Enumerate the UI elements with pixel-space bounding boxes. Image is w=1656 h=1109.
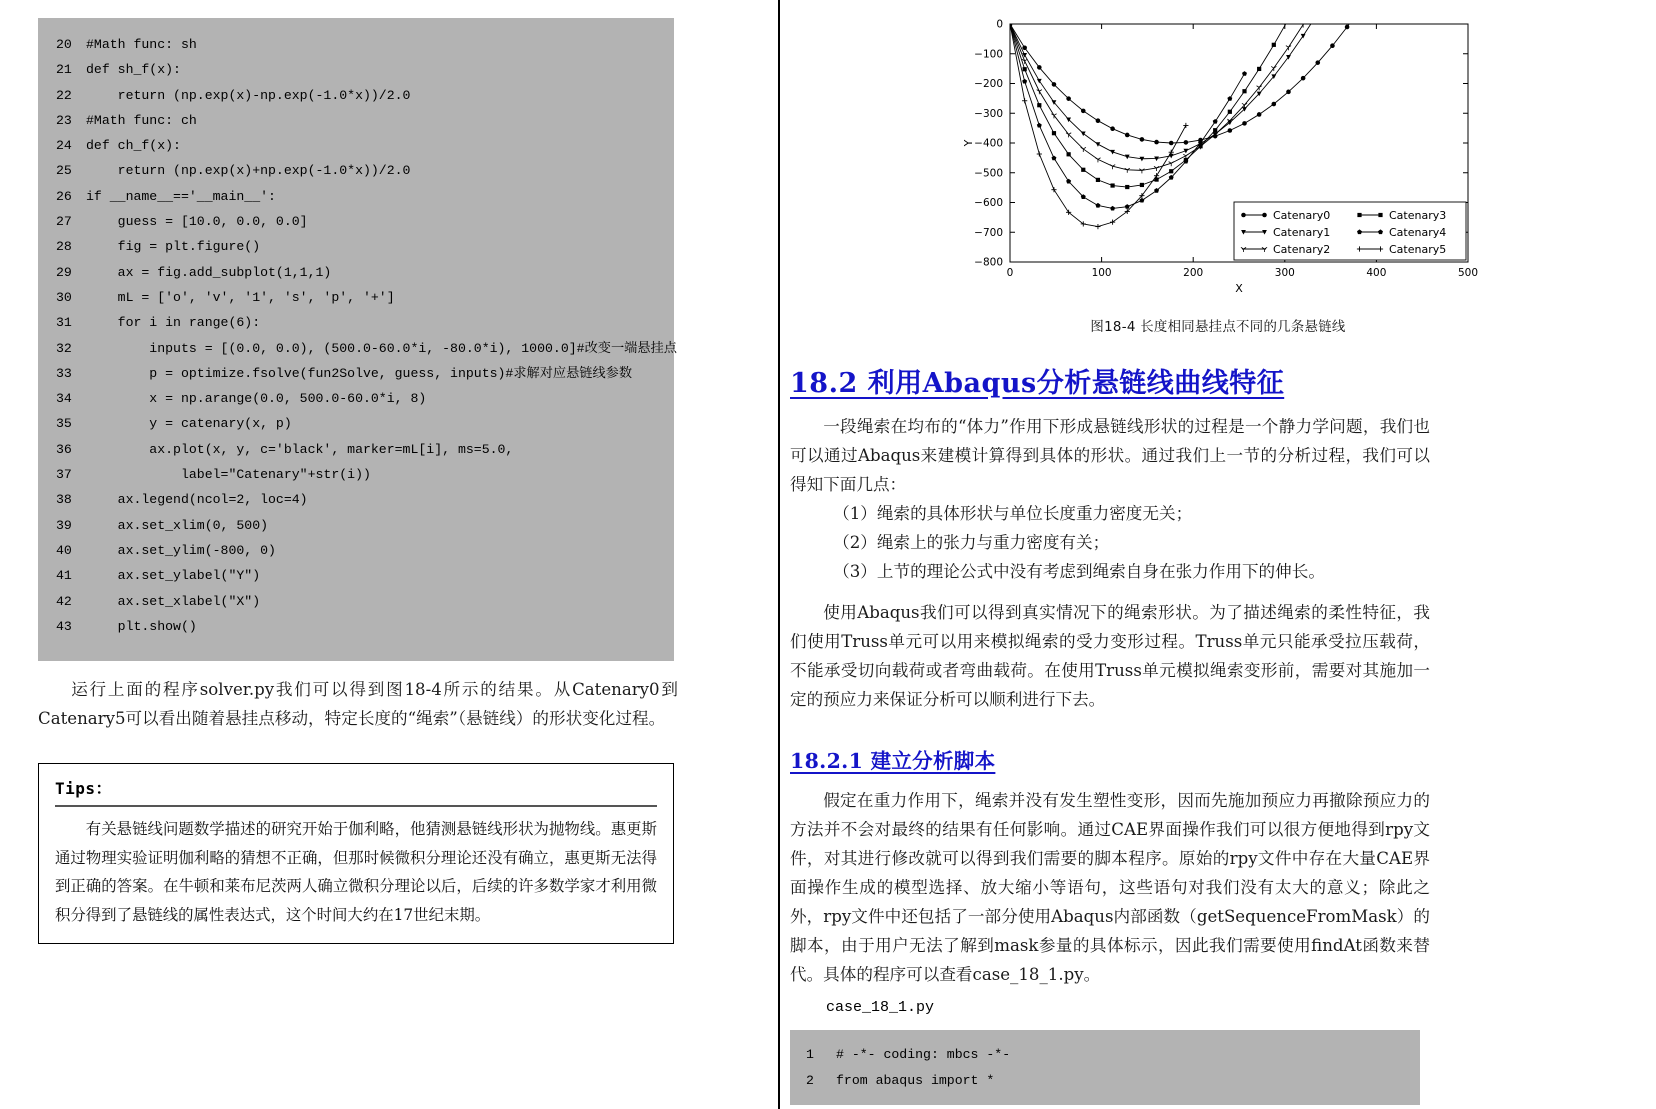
marker-square	[1125, 185, 1129, 189]
list-item: （3）上节的理论公式中没有考虑到绳索自身在张力作用下的伸长。	[833, 562, 1325, 581]
marker-square	[1110, 183, 1114, 187]
heading-18-2-1: 18.2.1 建立分析脚本	[790, 749, 996, 773]
code-line	[38, 614, 674, 639]
x-tick-label: 200	[1183, 267, 1204, 279]
code-line	[38, 83, 674, 108]
code-line	[38, 589, 674, 614]
marker-square	[1257, 67, 1261, 71]
code-line	[790, 1068, 1420, 1094]
marker-circle	[1262, 213, 1267, 218]
code-line	[38, 411, 674, 436]
y-tick-label: 0	[996, 18, 1003, 31]
marker-circle	[1184, 140, 1189, 145]
y-tick-label: −800	[974, 256, 1003, 269]
code-line-text: ax.legend(ncol=2, loc=4)	[86, 492, 308, 508]
code-line-number: 25	[56, 163, 72, 179]
x-tick-label: 100	[1091, 267, 1112, 279]
marker-circle	[1022, 46, 1027, 51]
figure-caption: 图18-4 长度相同悬挂点不同的几条悬链线	[1090, 320, 1346, 335]
marker-circle	[1257, 112, 1262, 117]
y-tick-label: −700	[974, 226, 1003, 239]
legend-label: Catenary5	[1389, 243, 1447, 256]
marker-square	[1140, 183, 1144, 187]
code-line-number: 22	[56, 87, 72, 103]
x-tick-label: 400	[1366, 267, 1387, 279]
marker-square	[1169, 169, 1173, 173]
marker-square	[1378, 213, 1382, 217]
code-line	[38, 361, 674, 386]
list-item: （2）绳索上的张力与重力密度有关；	[833, 533, 1110, 552]
y-tick-label: −200	[974, 78, 1003, 90]
code-line	[38, 32, 674, 57]
code-line	[38, 336, 677, 361]
code-line-number: 21	[56, 62, 72, 78]
code-line	[38, 158, 674, 183]
catenary-chart-svg	[948, 10, 1488, 310]
code-line-text: # -*- coding: mbcs -*-	[836, 1047, 1011, 1062]
code-line-number: 40	[56, 542, 72, 558]
code-line	[38, 108, 674, 133]
paragraph-run-program: 运行上面的程序solver.py我们可以得到图18-4所示的结果。从Catenary0到Catenary5可以看出随着悬挂点移动，特定长度的“绳索”（悬链线）的形状变化过程。	[38, 680, 678, 729]
code-line-number: 33	[56, 365, 72, 381]
code-line-text: def ch_f(x):	[86, 138, 181, 154]
code-line-number: 26	[56, 188, 72, 204]
marker-circle	[1228, 128, 1233, 133]
code-line-text: ax.set_ylim(-800, 0)	[86, 542, 276, 558]
marker-square	[1272, 43, 1276, 47]
code-line	[790, 1042, 1420, 1068]
code-line-text: x = np.arange(0.0, 500.0-60.0*i, 8)	[86, 391, 427, 407]
y-tick-label: −400	[974, 137, 1003, 150]
code-line-number: 38	[56, 492, 72, 508]
code-line-text: if __name__=='__main__':	[86, 188, 276, 204]
x-tick-label: 0	[1006, 267, 1014, 279]
code-line-number: 37	[56, 467, 72, 483]
legend-label: Catenary2	[1273, 243, 1331, 256]
code-line-text: ax.set_xlim(0, 500)	[86, 517, 269, 533]
code-line	[38, 386, 674, 411]
paragraph-truss: 使用Abaqus我们可以得到真实情况下的绳索形状。为了描述绳索的柔性特征，我们使用Truss单元可以用来模拟绳索的受力变形过程。Truss单元只能承受拉压载荷，不能承受切向载荷或者弯曲载荷。在使用Truss单元模拟绳索变形前，需要对其施加一定的预应力来保证分析可以顺利进行下去。	[790, 603, 1430, 709]
marker-circle	[1052, 82, 1057, 87]
code-line-text: p = optimize.fsolve(fun2Solve, guess, inputs)#求解对应悬链线参数	[86, 365, 633, 381]
tips-box	[38, 763, 674, 944]
paragraph-18-2-intro: 一段绳索在均布的“体力”作用下形成悬链线形状的过程是一个静力学问题，我们也可以通过Abaqus来建模计算得到具体的形状。通过我们上一节的分析过程，我们可以得知下面几点：	[790, 417, 1430, 494]
marker-circle	[1125, 133, 1130, 138]
legend-label: Catenary3	[1389, 209, 1447, 222]
code-line	[38, 133, 674, 158]
code-line-number: 42	[56, 593, 72, 609]
code-line-text: #Math func: ch	[86, 112, 197, 128]
code-line-text: ax.set_ylabel("Y")	[86, 568, 261, 584]
code-line	[38, 310, 674, 335]
marker-circle	[1154, 140, 1159, 145]
abaqus-code-block	[790, 1030, 1420, 1105]
marker-square	[1242, 89, 1246, 93]
code-line-number: 41	[56, 568, 72, 584]
marker-square	[1213, 128, 1217, 132]
marker-circle	[1330, 43, 1335, 48]
code-line-text: inputs = [(0.0, 0.0), (500.0-60.0*i, -80.0*i), 1000.0]#改变一端悬挂点	[86, 340, 677, 356]
left-column	[0, 0, 778, 1109]
code-line-number: 2	[806, 1072, 814, 1088]
code-line-text: label="Catenary"+str(i))	[86, 467, 371, 483]
code-line-text: y = catenary(x, p)	[86, 416, 292, 432]
marker-circle	[1315, 60, 1320, 65]
code-line-number: 32	[56, 340, 72, 356]
marker-circle	[1345, 25, 1350, 30]
code-line-number: 28	[56, 239, 72, 255]
marker-square	[1067, 152, 1071, 156]
code-line-number: 23	[56, 112, 72, 128]
right-column	[780, 0, 1656, 1109]
x-axis-label: X	[1235, 282, 1243, 295]
marker-circle	[1242, 121, 1247, 126]
tips-title: Tips：	[55, 779, 113, 799]
y-tick-label: −500	[974, 167, 1003, 180]
code-line-number: 43	[56, 618, 72, 634]
marker-circle	[1066, 96, 1071, 101]
code-line	[38, 209, 674, 234]
code-line	[38, 184, 674, 209]
heading-18-2: 18.2 利用Abaqus分析悬链线曲线特征	[790, 368, 1285, 399]
marker-circle	[1272, 102, 1277, 107]
python-code-block	[38, 18, 677, 661]
marker-square	[1081, 168, 1085, 172]
x-tick-label: 500	[1457, 267, 1479, 279]
x-tick-label: 300	[1274, 267, 1295, 279]
code-line-number: 35	[56, 416, 72, 432]
marker-circle	[1169, 141, 1174, 146]
y-tick-label: −300	[974, 107, 1003, 120]
code-line-number: 30	[56, 289, 72, 305]
marker-square	[1357, 213, 1361, 217]
code-line-text: return (np.exp(x)+np.exp(-1.0*x))/2.0	[86, 163, 411, 179]
marker-circle	[1096, 118, 1101, 123]
y-axis-label: Y	[962, 139, 975, 147]
code-line	[38, 462, 674, 487]
marker-square	[1023, 67, 1027, 71]
code-line-text: fig = plt.figure()	[86, 239, 261, 255]
code-line-number: 24	[56, 138, 72, 154]
marker-square	[1096, 178, 1100, 182]
code-line-text: def sh_f(x):	[86, 62, 181, 78]
code-line-text: mL = ['o', 'v', '1', 's', 'p', '+']	[86, 289, 395, 305]
code-line	[38, 437, 674, 462]
code-line	[38, 538, 674, 563]
code-line-text: #Math func: sh	[86, 37, 197, 52]
legend-label: Catenary4	[1389, 226, 1447, 239]
marker-circle	[1286, 90, 1291, 95]
code-line	[38, 487, 674, 512]
code-line	[38, 513, 674, 538]
code-line-text: from abaqus import *	[836, 1072, 995, 1088]
figure-18-4	[780, 10, 1656, 310]
code-line-text: for i in range(6):	[86, 315, 261, 331]
code-line-number: 1	[806, 1047, 814, 1062]
paragraph-script-setup: 假定在重力作用下，绳索并没有发生塑性变形，因而先施加预应力再撤除预应力的方法并不会对最终的结果有任何影响。通过CAE界面操作我们可以很方便地得到rpy文件，对其进行修改就可以得到我们需要的脚本程序。原始的rpy文件中存在大量CAE界面操作生成的模型选择、放大缩小等语句，这些语句对我们没有太大的意义；除此之外，rpy文件中还包括了一部分使用Abaqus内部函数（getSequenceFromMask）的脚本，由于用户无法了解到mask参量的具体标示，因此我们需要使用findAt函数来替代。具体的程序可以查看case_18_1.py。	[790, 791, 1430, 984]
list-item: （1）绳索的具体形状与单位长度重力密度无关；	[833, 504, 1193, 523]
marker-circle	[1241, 213, 1246, 218]
code-line-text: ax.set_xlabel("X")	[86, 593, 261, 609]
tips-body: 有关悬链线问题数学描述的研究开始于伽利略，他猜测悬链线形状为抛物线。惠更斯通过物理实验证明伽利略的猜想不正确，但那时候微积分理论还没有确立，惠更斯无法得到正确的答案。在牛顿和莱布尼茨两人确立微积分理论以后，后续的许多数学家才利用微积分得到了悬链线的属性表达式，这个时间大约在17世纪末期。	[55, 820, 657, 924]
code-line-text: plt.show()	[86, 618, 197, 634]
script-filename: case_18_1.py	[826, 999, 935, 1016]
marker-circle	[1037, 65, 1042, 70]
code-line-number: 29	[56, 264, 72, 280]
marker-square	[1052, 131, 1056, 135]
code-line-text: return (np.exp(x)-np.exp(-1.0*x))/2.0	[86, 87, 411, 103]
legend-label: Catenary1	[1273, 226, 1331, 239]
legend-label: Catenary0	[1273, 209, 1331, 222]
code-line	[38, 563, 674, 588]
marker-circle	[1081, 109, 1086, 114]
code-line-text: guess = [10.0, 0.0, 0.0]	[86, 214, 308, 230]
code-line-number: 34	[56, 391, 72, 407]
code-line-number: 27	[56, 214, 72, 230]
y-tick-label: −100	[974, 48, 1003, 61]
code-line-number: 20	[56, 37, 72, 52]
code-line	[38, 285, 674, 310]
code-line-number: 31	[56, 315, 72, 331]
marker-circle	[1301, 76, 1306, 81]
marker-circle	[1110, 126, 1115, 131]
y-tick-label: −600	[974, 197, 1003, 209]
code-line-text: ax.plot(x, y, c='black', marker=mL[i], ms=5.0,	[86, 441, 514, 457]
code-line-number: 39	[56, 517, 72, 533]
marker-circle	[1140, 137, 1145, 142]
marker-square	[1228, 110, 1232, 114]
code-line-number: 36	[56, 441, 72, 457]
code-line	[38, 260, 674, 285]
code-line	[38, 234, 674, 259]
code-line	[38, 57, 674, 82]
tips-divider	[55, 805, 657, 807]
marker-square	[1037, 103, 1041, 107]
code-line-text: ax = fig.add_subplot(1,1,1)	[86, 264, 332, 280]
